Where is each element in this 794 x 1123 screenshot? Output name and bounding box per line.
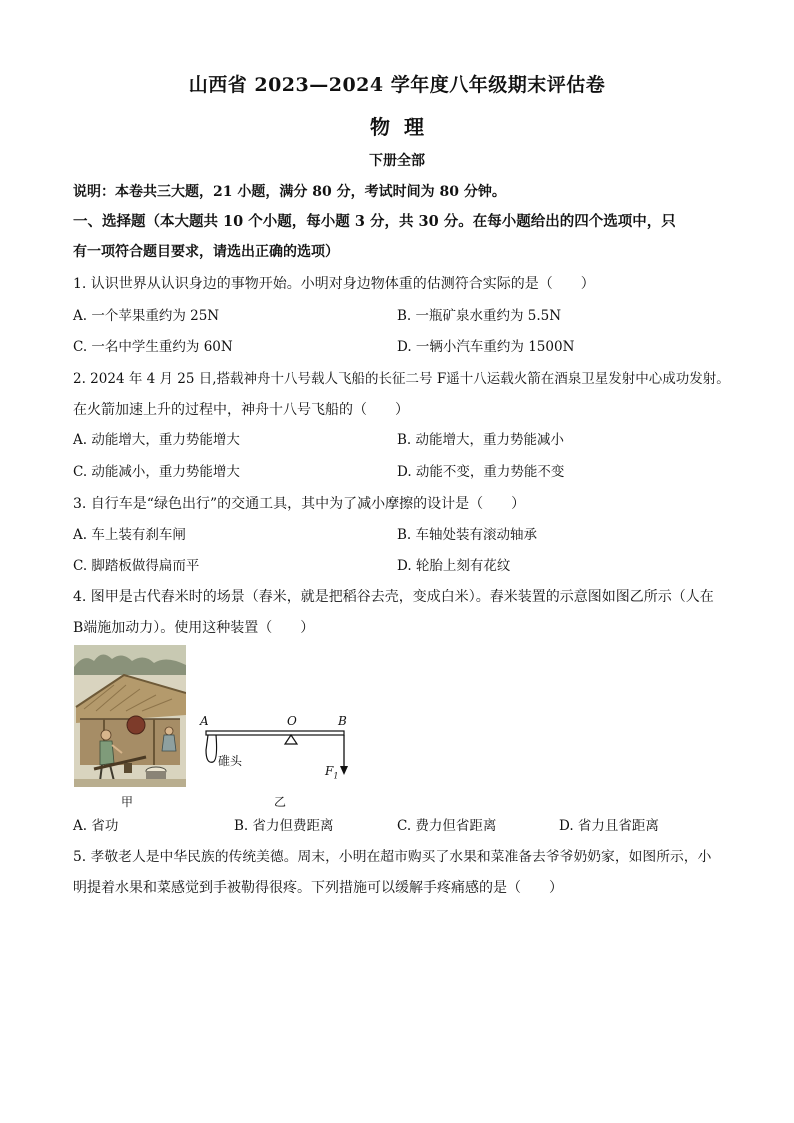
question-2-option-a: A. 动能增大，重力势能增大: [73, 432, 240, 448]
section-heading-line-2: 有一项符合题目要求，请选出正确的选项）: [73, 244, 339, 260]
figure-jia-caption: 甲: [121, 795, 134, 809]
question-3-option-c: C. 脚踏板做得扁而平: [73, 558, 200, 574]
question-2-option-b: B. 动能增大，重力势能减小: [397, 432, 565, 448]
question-2-stem-line-2: 在火箭加速上升的过程中，神舟十八号飞船的（ ）: [73, 402, 409, 418]
question-5-stem-line-1: 5. 孝敬老人是中华民族的传统美德。周末，小明在超市购买了水果和菜准备去爷爷奶奶家，如图所示，小: [73, 849, 712, 865]
question-1-stem: 1. 认识世界从认识身边的事物开始。小明对身边物体重的估测符合实际的是（ ）: [73, 276, 595, 292]
question-1-option-a: A. 一个苹果重约为 25N: [73, 308, 220, 324]
question-1-option-c: C. 一名中学生重约为 60N: [73, 339, 233, 355]
question-4-stem-line-1: 4. 图甲是古代舂米时的场景（舂米，就是把稻谷去壳，变成白米）。舂米装置的示意图如图乙所示（人在: [73, 589, 714, 605]
subject-title: 物理: [370, 115, 438, 139]
question-1-option-d: D. 一辆小汽车重约为 1500N: [397, 339, 575, 355]
label-head: 碓头: [218, 754, 243, 768]
label-a: A: [200, 714, 209, 728]
label-b: B: [338, 714, 347, 728]
question-4-option-a: A. 省功: [73, 818, 119, 834]
question-4-option-d: D. 省力且省距离: [559, 818, 659, 834]
label-f: [325, 764, 338, 780]
pestle-head: [206, 735, 217, 762]
figure-jia-illustration: [74, 645, 186, 787]
lever-beam: [206, 731, 344, 735]
page-title: 山西省 2023—2024 学年度八年级期末评估卷: [188, 74, 606, 96]
arrow-down-icon: [340, 766, 348, 775]
label-f-subscript: 1: [333, 771, 339, 781]
scope-label: 下册全部: [369, 153, 425, 169]
question-3-option-a: A. 车上装有刹车闸: [73, 527, 186, 543]
question-4-stem-line-2: B端施加动力）。使用这种装置（ ）: [73, 620, 315, 636]
exam-note: 说明：本卷共三大题，21 小题，满分 80 分，考试时间为 80 分钟。: [73, 184, 506, 200]
label-f-letter: F: [325, 764, 334, 778]
label-o: O: [287, 714, 297, 728]
question-2-stem-line-1: 2. 2024 年 4 月 25 日,搭载神舟十八号载人飞船的长征二号 F遥十八运载火箭在酒泉卫星发射中心成功发射。: [73, 371, 730, 387]
question-4-option-b: B. 省力但费距离: [234, 818, 334, 834]
fulcrum-icon: [285, 735, 297, 744]
question-5-stem-line-2: 明提着水果和菜感觉到手被勒得很疼。下列措施可以缓解手疼痛感的是（ ）: [73, 880, 563, 896]
question-3-stem: 3. 自行车是“绿色出行”的交通工具，其中为了减小摩擦的设计是（ ）: [73, 496, 526, 512]
question-3-option-b: B. 车轴处装有滚动轴承: [397, 527, 538, 543]
question-2-option-c: C. 动能减小，重力势能增大: [73, 464, 240, 480]
question-1-option-b: B. 一瓶矿泉水重约为 5.5N: [397, 308, 562, 324]
question-3-option-d: D. 轮胎上刻有花纹: [397, 558, 511, 574]
question-2-option-d: D. 动能不变，重力势能不变: [397, 464, 565, 480]
figure-yi-caption: 乙: [274, 795, 287, 809]
section-heading-line-1: 一、选择题（本大题共 10 个小题，每小题 3 分，共 30 分。在每小题给出的四个选项中，只: [73, 213, 676, 230]
question-4-option-c: C. 费力但省距离: [397, 818, 497, 834]
